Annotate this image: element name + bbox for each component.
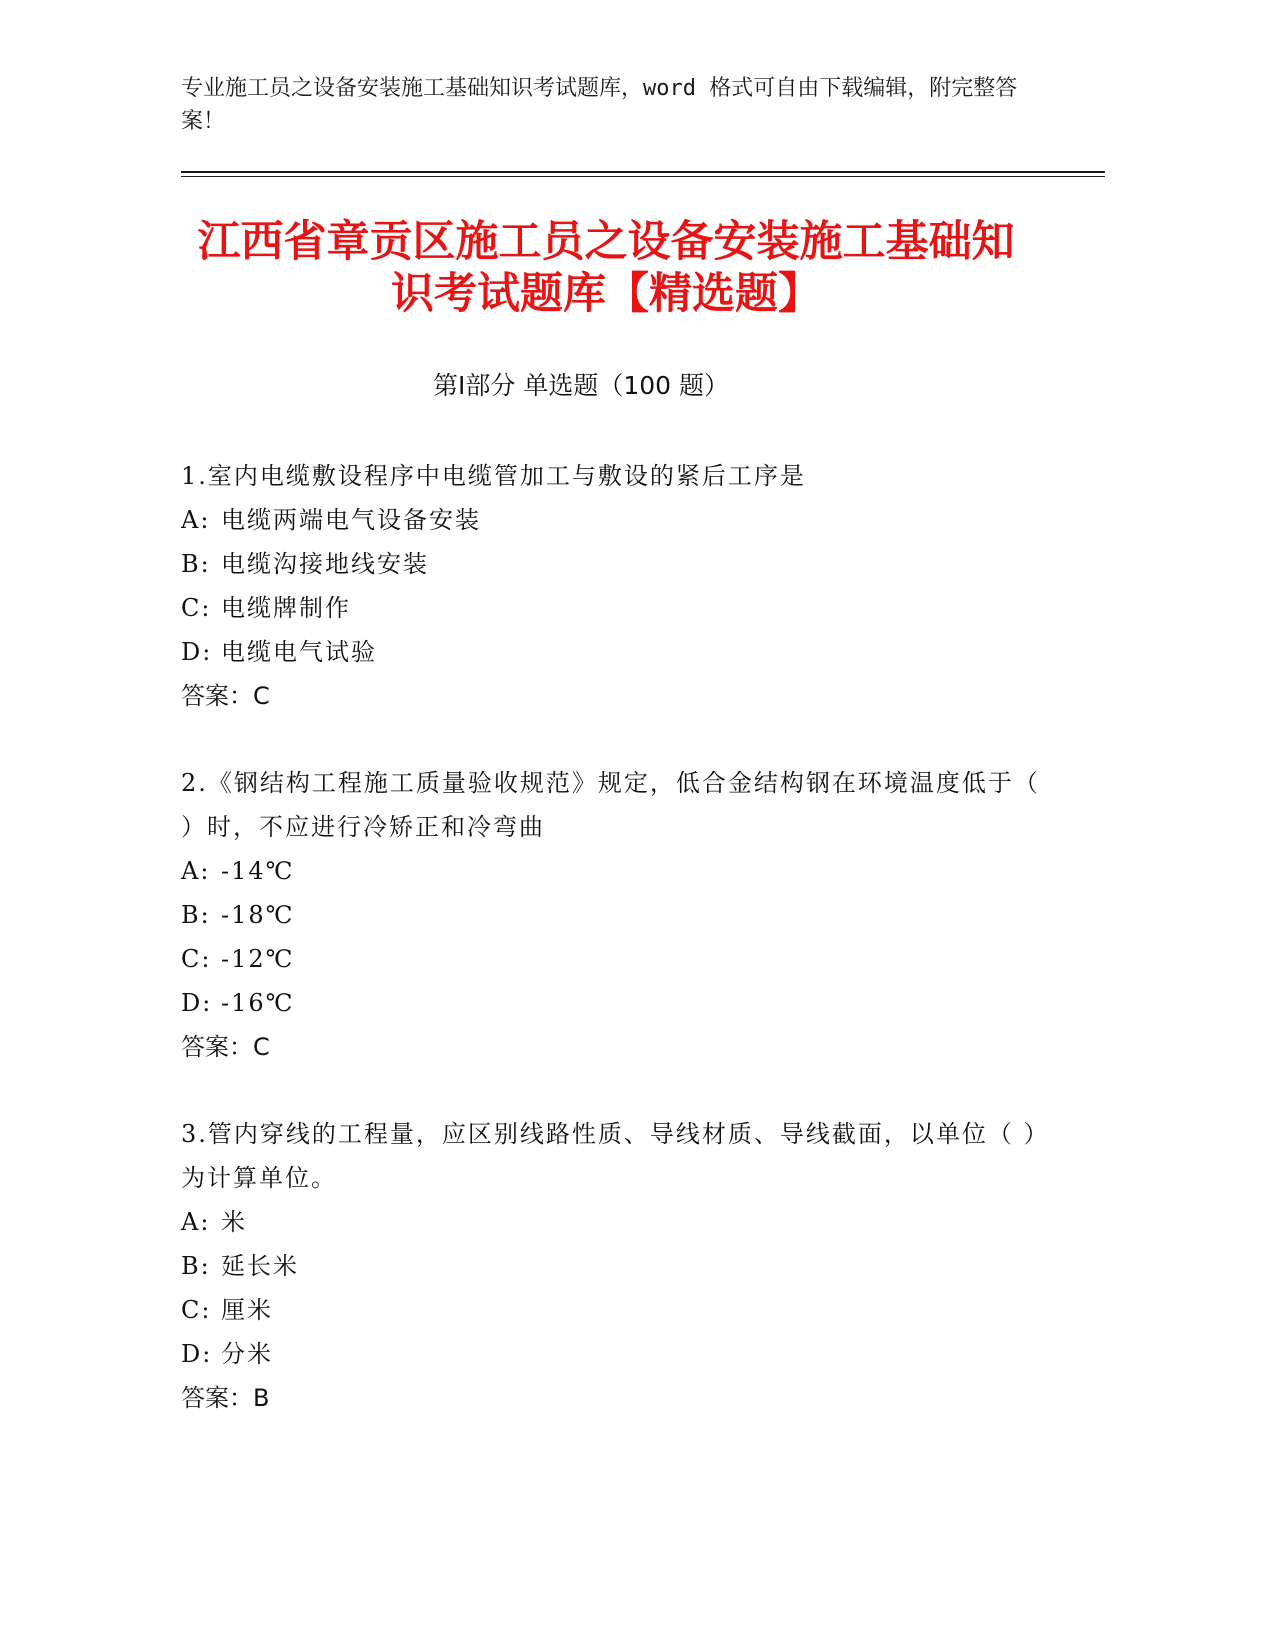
option-text: -14℃ [221, 857, 295, 885]
question-3 [181, 1112, 1041, 1420]
option-text: -12℃ [221, 945, 295, 973]
option-text: -16℃ [221, 989, 295, 1017]
option-text: 厘米 [221, 1296, 273, 1324]
option-d [181, 1332, 1041, 1376]
header-note: 专业施工员之设备安装施工基础知识考试题库，word 格式可自由下载编辑，附完整答案！ [181, 76, 1018, 134]
option-d [181, 981, 1041, 1025]
question-stem: 1.室内电缆敷设程序中电缆管加工与敷设的紧后工序是 [181, 462, 806, 490]
option-c [181, 1288, 1041, 1332]
option-key: D: [181, 989, 213, 1017]
option-key: B: [181, 901, 211, 929]
option-text: -18℃ [221, 901, 295, 929]
option-key: C: [181, 945, 212, 973]
option-a [181, 1200, 1041, 1244]
option-b [181, 542, 1041, 586]
option-key: C: [181, 1296, 212, 1324]
option-text: 电缆两端电气设备安装 [221, 506, 481, 534]
option-key: C: [181, 594, 212, 622]
option-b [181, 893, 1041, 937]
option-key: D: [181, 1340, 213, 1368]
option-key: D: [181, 638, 213, 666]
option-d [181, 630, 1041, 674]
option-text: 电缆沟接地线安装 [221, 550, 429, 578]
question-stem: 2.《钢结构工程施工质量验收规范》规定，低合金结构钢在环境温度低于（ ）时，不应进行冷矫正和冷弯曲 [181, 769, 1040, 841]
option-a [181, 849, 1041, 893]
option-key: A: [181, 1208, 211, 1236]
option-c [181, 937, 1041, 981]
option-key: A: [181, 857, 211, 885]
option-key: A: [181, 506, 211, 534]
option-text: 电缆电气试验 [221, 638, 377, 666]
header-rule-thin [181, 176, 1105, 177]
document-title: 江西省章贡区施工员之设备安装施工基础知识考试题库【精选题】 [197, 217, 1015, 319]
question-1 [181, 454, 1041, 718]
answer-line: 答案：C [181, 1033, 270, 1061]
question-list [181, 454, 1041, 1463]
option-text: 米 [221, 1208, 247, 1236]
option-a [181, 498, 1041, 542]
answer-line: 答案：C [181, 682, 270, 710]
question-stem: 3.管内穿线的工程量，应区别线路性质、导线材质、导线截面，以单位（ ）为计算单位。 [181, 1120, 1038, 1192]
answer-line: 答案：B [181, 1384, 270, 1412]
option-b [181, 1244, 1041, 1288]
option-text: 延长米 [221, 1252, 299, 1280]
option-key: B: [181, 1252, 211, 1280]
option-text: 电缆牌制作 [221, 594, 351, 622]
section-title: 第Ⅰ部分 单选题（100 题） [433, 371, 729, 400]
header-rule-thick [181, 171, 1105, 173]
question-2 [181, 761, 1041, 1069]
option-key: B: [181, 550, 211, 578]
option-c [181, 586, 1041, 630]
option-text: 分米 [221, 1340, 273, 1368]
